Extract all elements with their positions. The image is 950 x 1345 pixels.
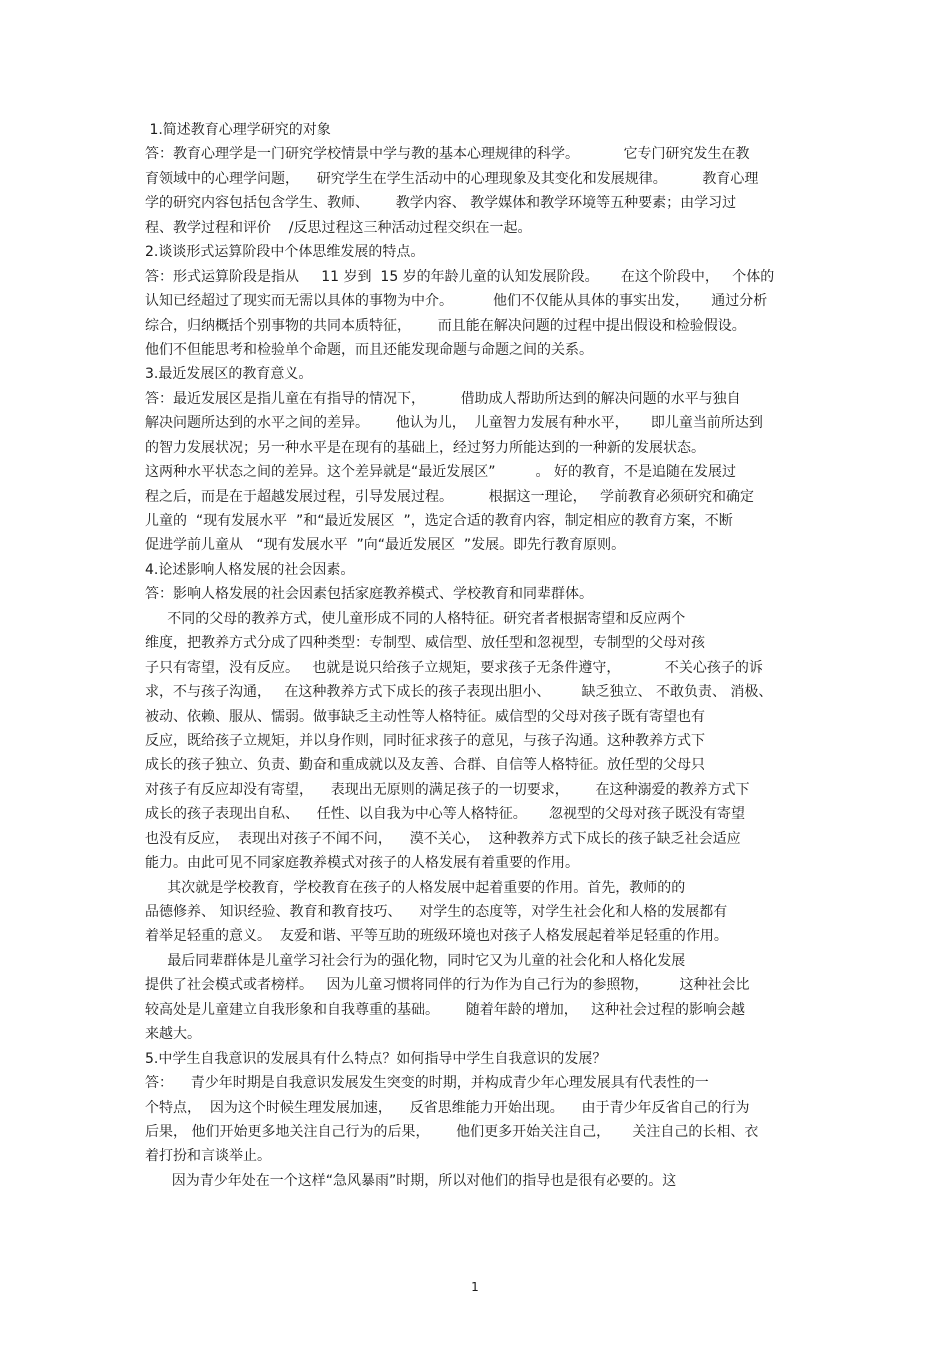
answer-text-line: 认知已经超过了现实而无需以具体的事物为中介。 他们不仅能从具体的事实出发， 通过分析 xyxy=(145,293,768,310)
answer-text-line: 较高处是儿童建立自我形象和自我尊重的基础。 随着年龄的增加， 这种社会过程的影响会越 xyxy=(145,1001,746,1018)
answer-text-line: 他们不但能思考和检验单个命题，而且还能发现命题与命题之间的关系。 xyxy=(145,341,593,358)
answer-text-line: 成长的孩子独立、负责、勤奋和重成就以及友善、合群、自信等人格特征。放任型的父母只 xyxy=(145,757,705,774)
answer-text-line: 也没有反应， 表现出对孩子不闻不问， 漠不关心， 这种教养方式下成长的孩子缺乏社会适应 xyxy=(145,830,741,847)
answer-text-line: 促进学前儿童从 “现有发展水平 ”向“最近发展区 ”发展。即先行教育原则。 xyxy=(145,537,626,554)
answer-text-line: 其次就是学校教育，学校教育在孩子的人格发展中起着重要的作用。首先，教师的的 xyxy=(145,879,686,896)
answer-text-line: 解决问题所达到的水平之间的差异。 他认为儿， 儿童智力发展有种水平， 即儿童当前所达到 xyxy=(145,415,763,432)
answer-text-line: 因为青少年处在一个这样“急风暴雨”时期，所以对他们的指导也是很有必要的。这 xyxy=(145,1172,677,1189)
answer-text-line: 成长的孩子表现出自私、 任性、以自我为中心等人格特征。 忽视型的父母对孩子既没有寄望 xyxy=(145,806,746,823)
answer-text-line: 综合，归纳概括个别事物的共同本质特征， 而且能在解决问题的过程中提出假设和检验假设。 xyxy=(145,317,746,334)
answer-text-line: 学的研究内容包括包含学生、教师、 教学内容、 教学媒体和教学环境等五种要素；由学习过 xyxy=(145,195,737,212)
answer-text-line: 这两种水平状态之间的差异。这个差异就是“最近发展区” 。 好的教育，不是追随在发展过 xyxy=(145,464,737,481)
answer-text-line: 答：影响人格发展的社会因素包括家庭教养模式、学校教育和同辈群体。 xyxy=(145,586,593,603)
answer-text-line: 来越大。 xyxy=(145,1026,201,1043)
answer-text-line: 维度，把教养方式分成了四种类型：专制型、威信型、放任型和忽视型，专制型的父母对孩 xyxy=(145,635,705,652)
answer-text-line: 后果， 他们开始更多地关注自己行为的后果， 他们更多开始关注自己， 关注自己的长相、衣 xyxy=(145,1123,759,1140)
answer-text-line: 品德修养、 知识经验、教育和教育技巧、 对学生的态度等，对学生社会化和人格的发展都有 xyxy=(145,904,728,920)
answer-text-line: 最后同辈群体是儿童学习社会行为的强化物，同时它又为儿童的社会化和人格化发展 xyxy=(145,952,686,969)
answer-text-line: 被动、依赖、服从、懦弱。做事缺乏主动性等人格特征。威信型的父母对孩子既有寄望也有 xyxy=(145,708,705,725)
question-heading: 5.中学生自我意识的发展具有什么特点？如何指导中学生自我意识的发展？ xyxy=(145,1050,607,1067)
question-heading: 3.最近发展区的教育意义。 xyxy=(145,366,313,383)
answer-text-line: 程之后，而是在于超越发展过程，引导发展过程。 根据这一理论， 学前教育必须研究和确定 xyxy=(145,488,754,505)
answer-text-line: 不同的父母的教养方式，使儿童形成不同的人格特征。研究者者根据寄望和反应两个 xyxy=(145,610,686,627)
answer-text-line: 着举足轻重的意义。 友爱和谐、平等互助的班级环境也对孩子人格发展起着举足轻重的作用。 xyxy=(145,928,728,945)
answer-text-line: 着打扮和言谈举止。 xyxy=(145,1148,271,1165)
answer-text-line: 提供了社会模式或者榜样。 因为儿童习惯将同伴的行为作为自己行为的参照物， 这种社会比 xyxy=(145,977,750,994)
answer-text-line: 求，不与孩子沟通， 在这种教养方式下成长的孩子表现出胆小、 缺乏独立、 不敢负责、 消极、 xyxy=(145,684,773,701)
answer-text-line: 儿童的 “现有发展水平 ”和“最近发展区 ”，选定合适的教育内容，制定相应的教育方案，不断 xyxy=(145,513,733,529)
answer-text-line: 能力。由此可见不同家庭教养模式对孩子的人格发展有着重要的作用。 xyxy=(145,855,579,872)
answer-text-line: 答：最近发展区是指儿童在有指导的情况下， 借助成人帮助所达到的解决问题的水平与独自 xyxy=(145,390,741,407)
answer-text-line: 育领域中的心理学问题， 研究学生在学生活动中的心理现象及其变化和发展规律。 教育心理 xyxy=(145,170,759,187)
answer-text-line: 答： 青少年时期是自我意识发展发生突变的时期，并构成青少年心理发展具有代表性的一 xyxy=(145,1075,709,1092)
question-heading: 4.论述影响人格发展的社会因素。 xyxy=(145,561,355,578)
answer-text-line: 对孩子有反应却没有寄望， 表现出无原则的满足孩子的一切要求， 在这种溺爱的教养方式下 xyxy=(145,781,750,798)
answer-text-line: 答：形式运算阶段是指从 11 岁到 15 岁的年龄儿童的认知发展阶段。 在这个阶段中， 个体的 xyxy=(145,268,775,285)
answer-text-line: 的智力发展状况；另一种水平是在现有的基础上，经过努力所能达到的一种新的发展状态。 xyxy=(145,439,705,456)
answer-text-line: 答：教育心理学是一门研究学校情景中学与教的基本心理规律的科学。 它专门研究发生在教 xyxy=(145,146,750,163)
question-heading: 1.简述教育心理学研究的对象 xyxy=(145,122,331,138)
answer-text-line: 子只有寄望，没有反应。 也就是说只给孩子立规矩，要求孩子无条件遵守， 不关心孩子的诉 xyxy=(145,659,763,676)
answer-text-line: 个特点， 因为这个时候生理发展加速， 反省思维能力开始出现。 由于青少年反省自己的行为 xyxy=(145,1099,750,1116)
question-heading: 2.谈谈形式运算阶段中个体思维发展的特点。 xyxy=(145,244,425,261)
answer-text-line: 反应，既给孩子立规矩，并以身作则，同时征求孩子的意见，与孩子沟通。这种教养方式下 xyxy=(145,732,705,749)
document-body xyxy=(145,118,805,1193)
answer-text-line: 程、教学过程和评价 /反思过程这三种活动过程交织在一起。 xyxy=(145,219,532,236)
page-number: 1 xyxy=(471,1280,479,1294)
